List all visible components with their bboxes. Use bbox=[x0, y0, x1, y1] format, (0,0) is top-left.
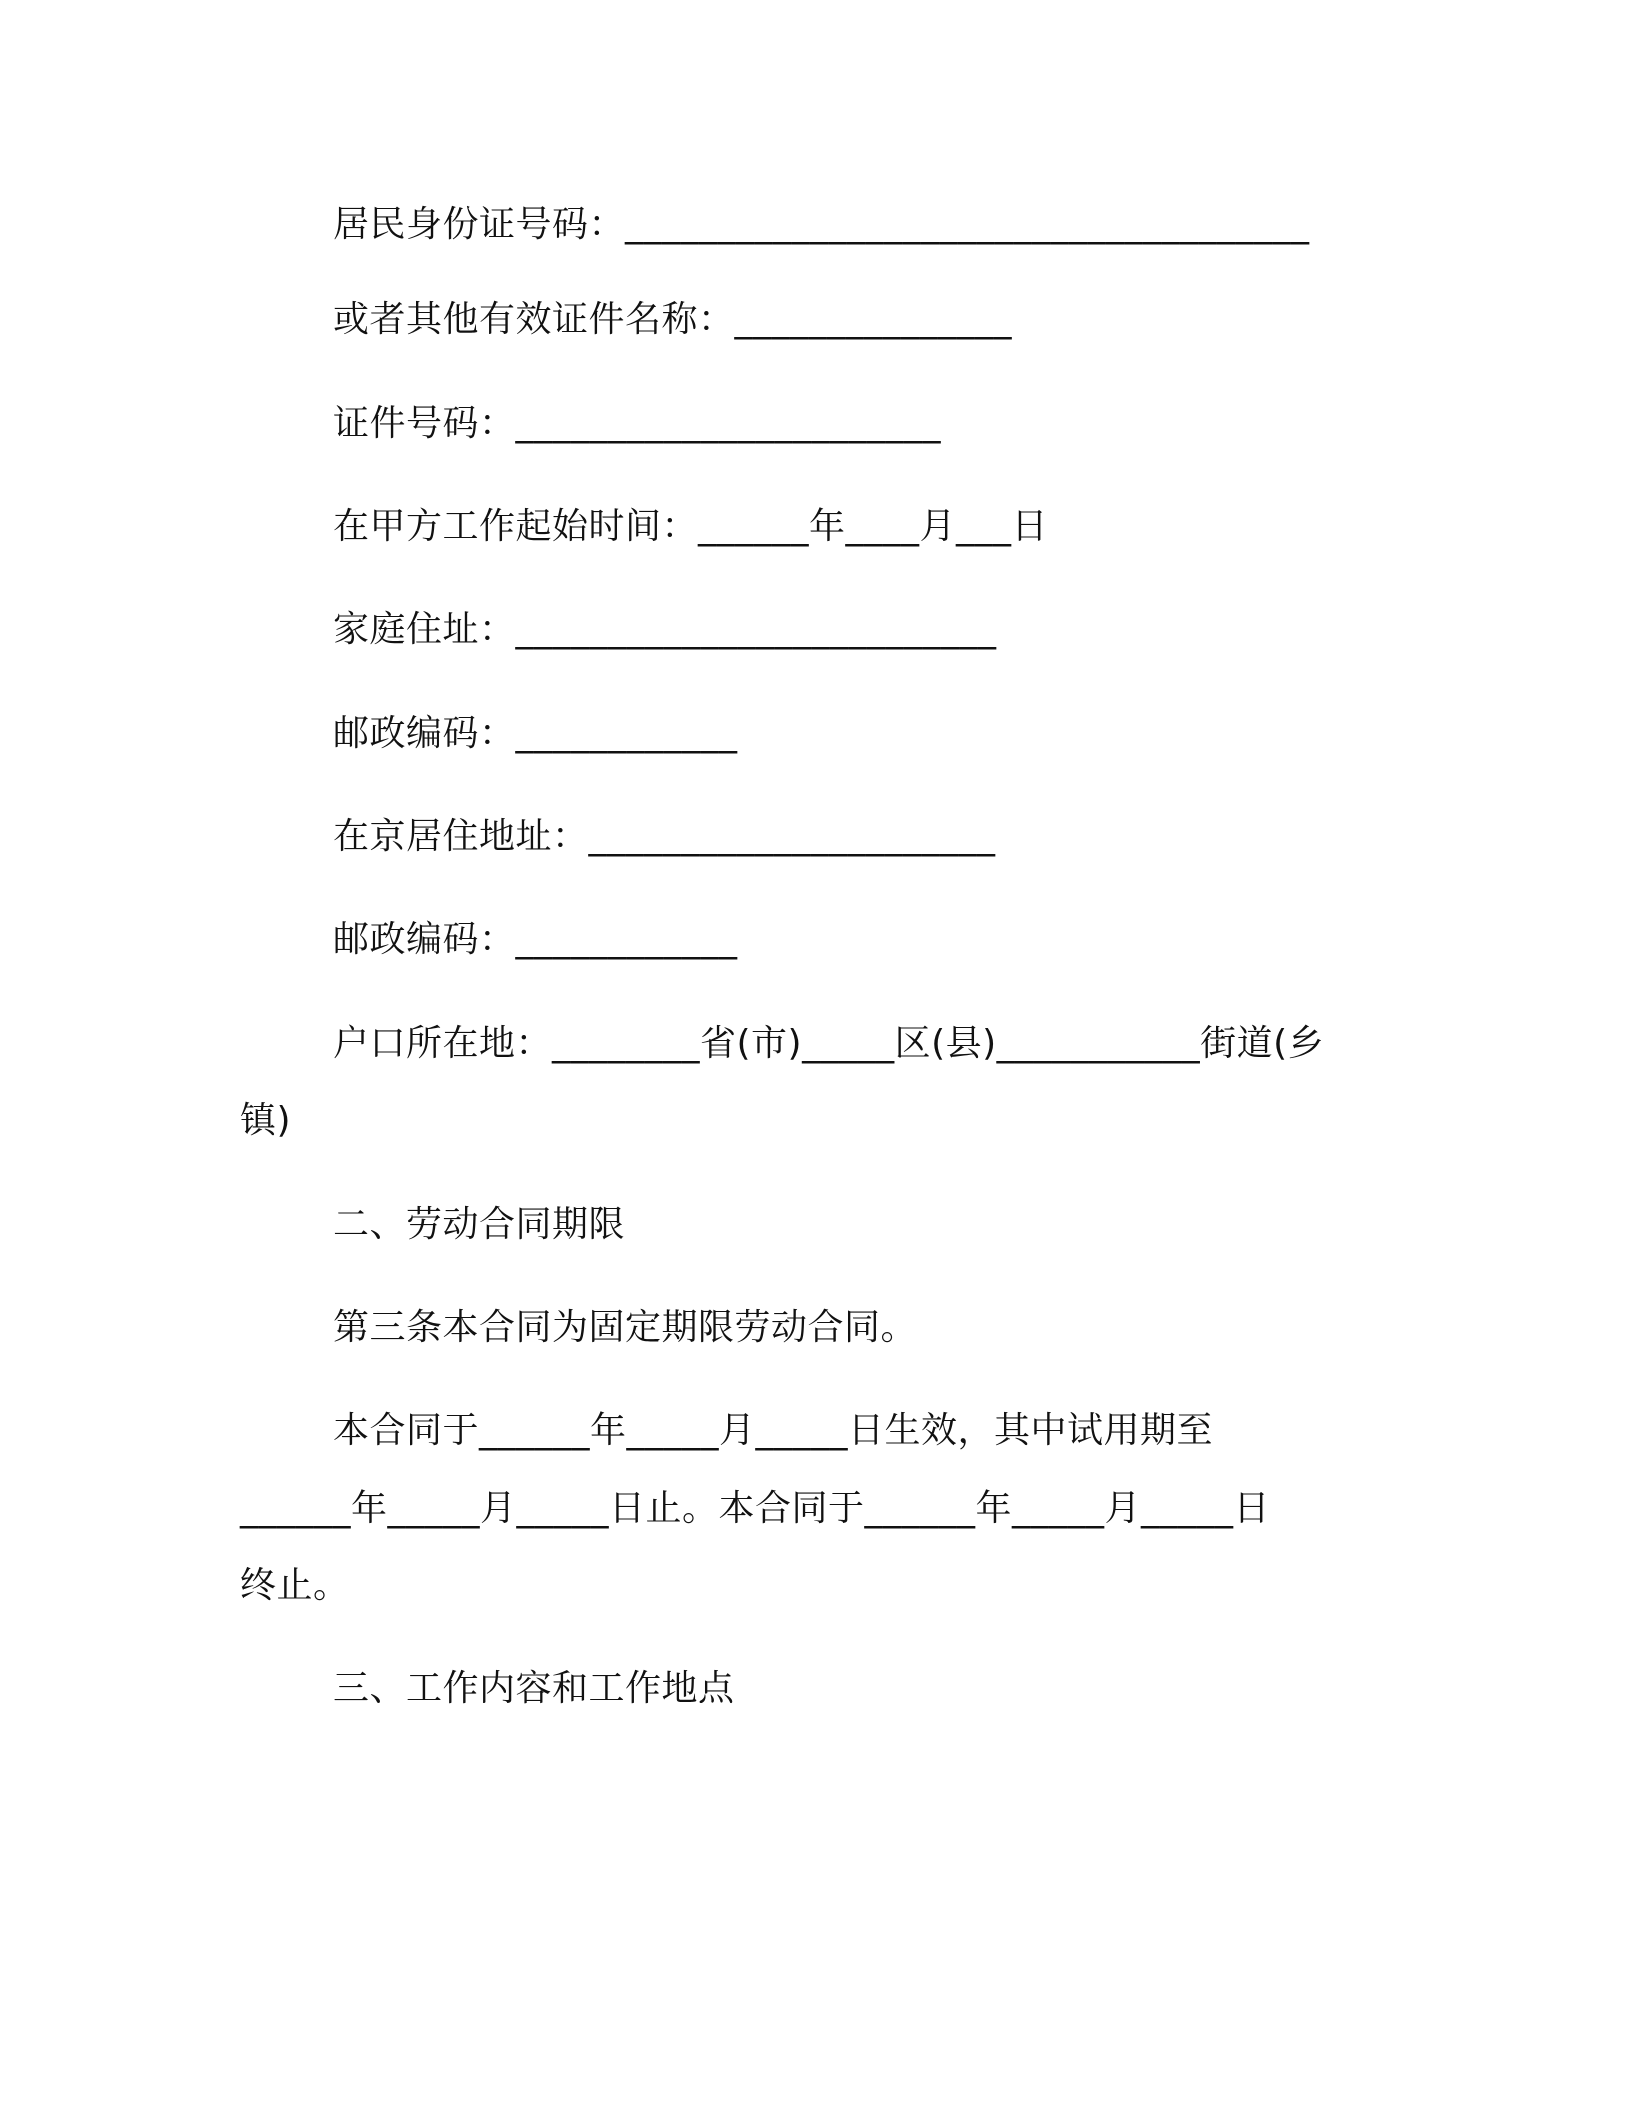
section-heading-contract-term: 二、劳动合同期限 bbox=[333, 1204, 626, 1245]
probation-end-line: ______年_____月_____日止。本合同于______年_____月_____日 bbox=[240, 1488, 1271, 1529]
effective-date-line: 本合同于______年_____月_____日生效，其中试用期至 bbox=[333, 1410, 1214, 1451]
household-registration-line: 户口所在地：________省(市)_____区(县)___________街道(乡 bbox=[333, 1023, 1325, 1064]
other-certificate-line: 或者其他有效证件名称：_______________ bbox=[333, 299, 1013, 340]
termination-line: 终止。 bbox=[240, 1565, 350, 1606]
household-registration-line-cont: 镇) bbox=[240, 1100, 292, 1141]
home-address-line: 家庭住址：__________________________ bbox=[333, 609, 997, 650]
article-three-line: 第三条本合同为固定期限劳动合同。 bbox=[333, 1307, 918, 1348]
id-number-line: 居民身份证号码：_____________________________________ bbox=[333, 204, 1310, 245]
postal-code-line: 邮政编码：____________ bbox=[333, 713, 738, 754]
start-date-line: 在甲方工作起始时间：______年____月___日 bbox=[333, 506, 1049, 547]
section-heading-work-content: 三、工作内容和工作地点 bbox=[333, 1668, 735, 1709]
beijing-address-line: 在京居住地址：______________________ bbox=[333, 816, 996, 857]
certificate-number-line: 证件号码：_______________________ bbox=[333, 403, 942, 444]
postal-code-line-2: 邮政编码：____________ bbox=[333, 919, 738, 960]
